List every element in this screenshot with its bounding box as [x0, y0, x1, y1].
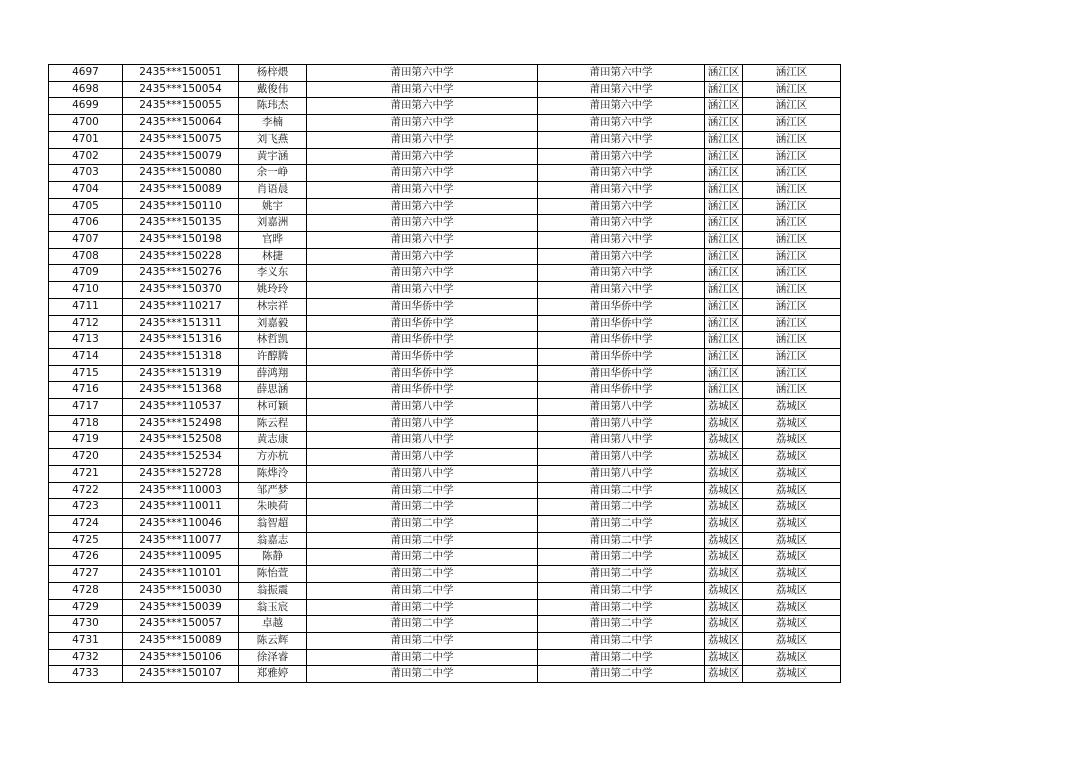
school-cell: 莆田第二中学	[307, 582, 538, 599]
row-number-cell: 4721	[49, 465, 123, 482]
school-cell: 莆田第二中学	[307, 616, 538, 633]
exam-id-cell: 2435***150106	[123, 649, 239, 666]
school-cell: 莆田华侨中学	[307, 365, 538, 382]
admitted-school-cell: 莆田第二中学	[538, 566, 705, 583]
student-name-cell: 李楠	[239, 115, 307, 132]
admission-district-cell: 涵江区	[743, 315, 841, 332]
exam-id-cell: 2435***110011	[123, 499, 239, 516]
district-cell: 荔城区	[705, 515, 743, 532]
student-name-cell: 翁嘉志	[239, 532, 307, 549]
district-cell: 涵江区	[705, 332, 743, 349]
exam-id-cell: 2435***151316	[123, 332, 239, 349]
district-cell: 涵江区	[705, 98, 743, 115]
district-cell: 荔城区	[705, 599, 743, 616]
district-cell: 涵江区	[705, 348, 743, 365]
admission-district-cell: 涵江区	[743, 198, 841, 215]
student-name-cell: 方亦杭	[239, 449, 307, 466]
school-cell: 莆田第二中学	[307, 599, 538, 616]
district-cell: 涵江区	[705, 215, 743, 232]
exam-id-cell: 2435***150107	[123, 666, 239, 683]
student-name-cell: 林宗祥	[239, 298, 307, 315]
student-name-cell: 刘嘉毅	[239, 315, 307, 332]
student-name-cell: 薛鸿翔	[239, 365, 307, 382]
district-cell: 荔城区	[705, 432, 743, 449]
admitted-school-cell: 莆田第六中学	[538, 282, 705, 299]
district-cell: 涵江区	[705, 315, 743, 332]
student-name-cell: 郑雅婷	[239, 666, 307, 683]
admitted-school-cell: 莆田华侨中学	[538, 332, 705, 349]
exam-id-cell: 2435***150057	[123, 616, 239, 633]
student-name-cell: 陈静	[239, 549, 307, 566]
district-cell: 涵江区	[705, 382, 743, 399]
row-number-cell: 4709	[49, 265, 123, 282]
school-cell: 莆田第六中学	[307, 248, 538, 265]
school-cell: 莆田第八中学	[307, 432, 538, 449]
school-cell: 莆田第八中学	[307, 415, 538, 432]
student-name-cell: 官晔	[239, 232, 307, 249]
table-row	[49, 348, 841, 365]
table-row	[49, 181, 841, 198]
admission-district-cell: 涵江区	[743, 298, 841, 315]
exam-id-cell: 2435***151319	[123, 365, 239, 382]
student-name-cell: 陈云程	[239, 415, 307, 432]
row-number-cell: 4704	[49, 181, 123, 198]
student-name-cell: 卓越	[239, 616, 307, 633]
student-name-cell: 翁振震	[239, 582, 307, 599]
admitted-school-cell: 莆田第八中学	[538, 415, 705, 432]
admitted-school-cell: 莆田华侨中学	[538, 382, 705, 399]
student-name-cell: 杨梓煨	[239, 65, 307, 82]
district-cell: 荔城区	[705, 666, 743, 683]
table-row	[49, 499, 841, 516]
student-name-cell: 许醇腾	[239, 348, 307, 365]
table-row	[49, 382, 841, 399]
table-row	[49, 465, 841, 482]
exam-id-cell: 2435***151318	[123, 348, 239, 365]
table-row	[49, 215, 841, 232]
school-cell: 莆田第八中学	[307, 399, 538, 416]
exam-id-cell: 2435***150135	[123, 215, 239, 232]
student-name-cell: 戴俊伟	[239, 81, 307, 98]
student-name-cell: 刘飞燕	[239, 131, 307, 148]
student-name-cell: 陈怡萱	[239, 566, 307, 583]
student-name-cell: 姚玲玲	[239, 282, 307, 299]
district-cell: 荔城区	[705, 532, 743, 549]
admitted-school-cell: 莆田第六中学	[538, 148, 705, 165]
district-cell: 涵江区	[705, 148, 743, 165]
admitted-school-cell: 莆田第二中学	[538, 499, 705, 516]
table-row	[49, 415, 841, 432]
row-number-cell: 4723	[49, 499, 123, 516]
row-number-cell: 4701	[49, 131, 123, 148]
admission-district-cell: 荔城区	[743, 616, 841, 633]
admitted-school-cell: 莆田华侨中学	[538, 315, 705, 332]
admission-district-cell: 荔城区	[743, 499, 841, 516]
table-row	[49, 666, 841, 683]
school-cell: 莆田第六中学	[307, 198, 538, 215]
admitted-school-cell: 莆田第六中学	[538, 181, 705, 198]
admission-district-cell: 涵江区	[743, 248, 841, 265]
roster-table	[48, 64, 841, 683]
admission-district-cell: 荔城区	[743, 532, 841, 549]
row-number-cell: 4700	[49, 115, 123, 132]
student-name-cell: 黄志康	[239, 432, 307, 449]
row-number-cell: 4722	[49, 482, 123, 499]
school-cell: 莆田华侨中学	[307, 298, 538, 315]
exam-id-cell: 2435***151368	[123, 382, 239, 399]
row-number-cell: 4727	[49, 566, 123, 583]
student-name-cell: 刘嘉洲	[239, 215, 307, 232]
admitted-school-cell: 莆田第六中学	[538, 248, 705, 265]
admission-district-cell: 荔城区	[743, 549, 841, 566]
admitted-school-cell: 莆田第八中学	[538, 449, 705, 466]
table-row	[49, 482, 841, 499]
admission-district-cell: 荔城区	[743, 432, 841, 449]
district-cell: 荔城区	[705, 582, 743, 599]
district-cell: 涵江区	[705, 131, 743, 148]
school-cell: 莆田第六中学	[307, 265, 538, 282]
district-cell: 涵江区	[705, 298, 743, 315]
district-cell: 涵江区	[705, 81, 743, 98]
student-name-cell: 陈烨泠	[239, 465, 307, 482]
row-number-cell: 4731	[49, 632, 123, 649]
admission-district-cell: 涵江区	[743, 65, 841, 82]
school-cell: 莆田华侨中学	[307, 315, 538, 332]
district-cell: 荔城区	[705, 549, 743, 566]
admitted-school-cell: 莆田第八中学	[538, 432, 705, 449]
admitted-school-cell: 莆田第二中学	[538, 632, 705, 649]
admitted-school-cell: 莆田第二中学	[538, 515, 705, 532]
admitted-school-cell: 莆田第二中学	[538, 666, 705, 683]
admitted-school-cell: 莆田第二中学	[538, 482, 705, 499]
student-name-cell: 余一峥	[239, 165, 307, 182]
district-cell: 荔城区	[705, 616, 743, 633]
district-cell: 涵江区	[705, 232, 743, 249]
student-name-cell: 林可颖	[239, 399, 307, 416]
school-cell: 莆田第二中学	[307, 666, 538, 683]
table-row	[49, 616, 841, 633]
row-number-cell: 4698	[49, 81, 123, 98]
row-number-cell: 4726	[49, 549, 123, 566]
admission-district-cell: 荔城区	[743, 632, 841, 649]
admitted-school-cell: 莆田华侨中学	[538, 298, 705, 315]
admitted-school-cell: 莆田第六中学	[538, 198, 705, 215]
row-number-cell: 4708	[49, 248, 123, 265]
exam-id-cell: 2435***110003	[123, 482, 239, 499]
admitted-school-cell: 莆田第六中学	[538, 115, 705, 132]
school-cell: 莆田第二中学	[307, 632, 538, 649]
exam-id-cell: 2435***150039	[123, 599, 239, 616]
school-cell: 莆田第六中学	[307, 65, 538, 82]
table-row	[49, 298, 841, 315]
admission-district-cell: 荔城区	[743, 566, 841, 583]
admission-district-cell: 涵江区	[743, 282, 841, 299]
student-name-cell: 翁智超	[239, 515, 307, 532]
row-number-cell: 4720	[49, 449, 123, 466]
admitted-school-cell: 莆田华侨中学	[538, 348, 705, 365]
student-name-cell: 林捷	[239, 248, 307, 265]
district-cell: 荔城区	[705, 499, 743, 516]
admission-district-cell: 荔城区	[743, 449, 841, 466]
exam-id-cell: 2435***110537	[123, 399, 239, 416]
admission-district-cell: 荔城区	[743, 415, 841, 432]
admission-district-cell: 涵江区	[743, 382, 841, 399]
admitted-school-cell: 莆田第二中学	[538, 549, 705, 566]
district-cell: 荔城区	[705, 649, 743, 666]
school-cell: 莆田华侨中学	[307, 348, 538, 365]
exam-id-cell: 2435***150030	[123, 582, 239, 599]
table-row	[49, 98, 841, 115]
admitted-school-cell: 莆田华侨中学	[538, 365, 705, 382]
exam-id-cell: 2435***152728	[123, 465, 239, 482]
school-cell: 莆田第二中学	[307, 566, 538, 583]
district-cell: 涵江区	[705, 198, 743, 215]
exam-id-cell: 2435***150089	[123, 632, 239, 649]
admitted-school-cell: 莆田第二中学	[538, 649, 705, 666]
row-number-cell: 4719	[49, 432, 123, 449]
student-name-cell: 李义东	[239, 265, 307, 282]
table-row	[49, 566, 841, 583]
row-number-cell: 4707	[49, 232, 123, 249]
table-row	[49, 165, 841, 182]
school-cell: 莆田第六中学	[307, 282, 538, 299]
school-cell: 莆田第六中学	[307, 232, 538, 249]
school-cell: 莆田第六中学	[307, 98, 538, 115]
table-row	[49, 65, 841, 82]
row-number-cell: 4703	[49, 165, 123, 182]
admitted-school-cell: 莆田第六中学	[538, 65, 705, 82]
district-cell: 涵江区	[705, 181, 743, 198]
admission-district-cell: 涵江区	[743, 148, 841, 165]
student-name-cell: 林哲凯	[239, 332, 307, 349]
exam-id-cell: 2435***150228	[123, 248, 239, 265]
row-number-cell: 4705	[49, 198, 123, 215]
district-cell: 涵江区	[705, 265, 743, 282]
row-number-cell: 4724	[49, 515, 123, 532]
student-name-cell: 薛思涵	[239, 382, 307, 399]
student-name-cell: 陈玮杰	[239, 98, 307, 115]
exam-id-cell: 2435***150064	[123, 115, 239, 132]
student-name-cell: 肖语晨	[239, 181, 307, 198]
school-cell: 莆田第八中学	[307, 465, 538, 482]
school-cell: 莆田第六中学	[307, 148, 538, 165]
school-cell: 莆田第六中学	[307, 115, 538, 132]
school-cell: 莆田华侨中学	[307, 382, 538, 399]
admitted-school-cell: 莆田第二中学	[538, 616, 705, 633]
exam-id-cell: 2435***152534	[123, 449, 239, 466]
admitted-school-cell: 莆田第二中学	[538, 532, 705, 549]
admission-district-cell: 涵江区	[743, 81, 841, 98]
admitted-school-cell: 莆田第八中学	[538, 465, 705, 482]
admission-district-cell: 涵江区	[743, 232, 841, 249]
admission-district-cell: 涵江区	[743, 215, 841, 232]
exam-id-cell: 2435***110046	[123, 515, 239, 532]
admission-district-cell: 涵江区	[743, 265, 841, 282]
admitted-school-cell: 莆田第六中学	[538, 215, 705, 232]
admission-district-cell: 涵江区	[743, 115, 841, 132]
admitted-school-cell: 莆田第六中学	[538, 81, 705, 98]
table-row	[49, 515, 841, 532]
exam-id-cell: 2435***150089	[123, 181, 239, 198]
table-row	[49, 198, 841, 215]
district-cell: 涵江区	[705, 365, 743, 382]
school-cell: 莆田第二中学	[307, 549, 538, 566]
school-cell: 莆田第二中学	[307, 499, 538, 516]
table-row	[49, 332, 841, 349]
admission-district-cell: 荔城区	[743, 399, 841, 416]
admitted-school-cell: 莆田第六中学	[538, 265, 705, 282]
row-number-cell: 4697	[49, 65, 123, 82]
exam-id-cell: 2435***150055	[123, 98, 239, 115]
row-number-cell: 4733	[49, 666, 123, 683]
admitted-school-cell: 莆田第六中学	[538, 165, 705, 182]
district-cell: 涵江区	[705, 115, 743, 132]
admitted-school-cell: 莆田第二中学	[538, 582, 705, 599]
student-name-cell: 徐泽睿	[239, 649, 307, 666]
row-number-cell: 4714	[49, 348, 123, 365]
district-cell: 荔城区	[705, 482, 743, 499]
admission-district-cell: 涵江区	[743, 348, 841, 365]
district-cell: 涵江区	[705, 65, 743, 82]
school-cell: 莆田第六中学	[307, 215, 538, 232]
exam-id-cell: 2435***151311	[123, 315, 239, 332]
admitted-school-cell: 莆田第二中学	[538, 599, 705, 616]
row-number-cell: 4728	[49, 582, 123, 599]
admission-district-cell: 荔城区	[743, 666, 841, 683]
row-number-cell: 4712	[49, 315, 123, 332]
exam-id-cell: 2435***110095	[123, 549, 239, 566]
table-row	[49, 532, 841, 549]
school-cell: 莆田第二中学	[307, 532, 538, 549]
exam-id-cell: 2435***150079	[123, 148, 239, 165]
table-row	[49, 232, 841, 249]
row-number-cell: 4702	[49, 148, 123, 165]
table-row	[49, 248, 841, 265]
row-number-cell: 4730	[49, 616, 123, 633]
row-number-cell: 4732	[49, 649, 123, 666]
roster-body	[49, 65, 841, 683]
exam-id-cell: 2435***150276	[123, 265, 239, 282]
table-row	[49, 131, 841, 148]
table-row	[49, 81, 841, 98]
admission-district-cell: 荔城区	[743, 582, 841, 599]
admission-district-cell: 涵江区	[743, 181, 841, 198]
table-row	[49, 599, 841, 616]
exam-id-cell: 2435***150198	[123, 232, 239, 249]
exam-id-cell: 2435***152498	[123, 415, 239, 432]
row-number-cell: 4713	[49, 332, 123, 349]
table-row	[49, 315, 841, 332]
district-cell: 荔城区	[705, 399, 743, 416]
table-row	[49, 399, 841, 416]
table-row	[49, 115, 841, 132]
student-name-cell: 黄宇涵	[239, 148, 307, 165]
admission-district-cell: 荔城区	[743, 465, 841, 482]
school-cell: 莆田第六中学	[307, 181, 538, 198]
school-cell: 莆田第二中学	[307, 482, 538, 499]
district-cell: 荔城区	[705, 465, 743, 482]
table-row	[49, 449, 841, 466]
district-cell: 涵江区	[705, 282, 743, 299]
admitted-school-cell: 莆田第六中学	[538, 232, 705, 249]
row-number-cell: 4711	[49, 298, 123, 315]
exam-id-cell: 2435***150054	[123, 81, 239, 98]
student-name-cell: 邹严梦	[239, 482, 307, 499]
district-cell: 荔城区	[705, 632, 743, 649]
admitted-school-cell: 莆田第六中学	[538, 131, 705, 148]
admission-district-cell: 涵江区	[743, 98, 841, 115]
admission-district-cell: 荔城区	[743, 515, 841, 532]
school-cell: 莆田第八中学	[307, 449, 538, 466]
table-row	[49, 549, 841, 566]
row-number-cell: 4699	[49, 98, 123, 115]
school-cell: 莆田第二中学	[307, 649, 538, 666]
student-name-cell: 翁玉宸	[239, 599, 307, 616]
exam-id-cell: 2435***150051	[123, 65, 239, 82]
exam-id-cell: 2435***150080	[123, 165, 239, 182]
table-row	[49, 649, 841, 666]
admitted-school-cell: 莆田第六中学	[538, 98, 705, 115]
district-cell: 涵江区	[705, 165, 743, 182]
admission-district-cell: 涵江区	[743, 131, 841, 148]
table-row	[49, 632, 841, 649]
exam-id-cell: 2435***152508	[123, 432, 239, 449]
row-number-cell: 4710	[49, 282, 123, 299]
exam-id-cell: 2435***150075	[123, 131, 239, 148]
district-cell: 涵江区	[705, 248, 743, 265]
exam-id-cell: 2435***150110	[123, 198, 239, 215]
table-row	[49, 148, 841, 165]
district-cell: 荔城区	[705, 449, 743, 466]
student-name-cell: 朱映荷	[239, 499, 307, 516]
school-cell: 莆田第六中学	[307, 165, 538, 182]
exam-id-cell: 2435***110101	[123, 566, 239, 583]
district-cell: 荔城区	[705, 415, 743, 432]
admission-district-cell: 荔城区	[743, 649, 841, 666]
row-number-cell: 4725	[49, 532, 123, 549]
school-cell: 莆田华侨中学	[307, 332, 538, 349]
row-number-cell: 4729	[49, 599, 123, 616]
district-cell: 荔城区	[705, 566, 743, 583]
row-number-cell: 4715	[49, 365, 123, 382]
school-cell: 莆田第二中学	[307, 515, 538, 532]
table-row	[49, 282, 841, 299]
table-row	[49, 582, 841, 599]
table-row	[49, 265, 841, 282]
row-number-cell: 4718	[49, 415, 123, 432]
admission-district-cell: 涵江区	[743, 365, 841, 382]
admission-district-cell: 荔城区	[743, 482, 841, 499]
table-row	[49, 365, 841, 382]
school-cell: 莆田第六中学	[307, 131, 538, 148]
row-number-cell: 4706	[49, 215, 123, 232]
admission-district-cell: 涵江区	[743, 332, 841, 349]
exam-id-cell: 2435***110217	[123, 298, 239, 315]
exam-id-cell: 2435***150370	[123, 282, 239, 299]
admitted-school-cell: 莆田第八中学	[538, 399, 705, 416]
student-name-cell: 陈云辉	[239, 632, 307, 649]
table-row	[49, 432, 841, 449]
school-cell: 莆田第六中学	[307, 81, 538, 98]
admission-district-cell: 涵江区	[743, 165, 841, 182]
row-number-cell: 4717	[49, 399, 123, 416]
exam-id-cell: 2435***110077	[123, 532, 239, 549]
student-name-cell: 姚宇	[239, 198, 307, 215]
admission-district-cell: 荔城区	[743, 599, 841, 616]
row-number-cell: 4716	[49, 382, 123, 399]
